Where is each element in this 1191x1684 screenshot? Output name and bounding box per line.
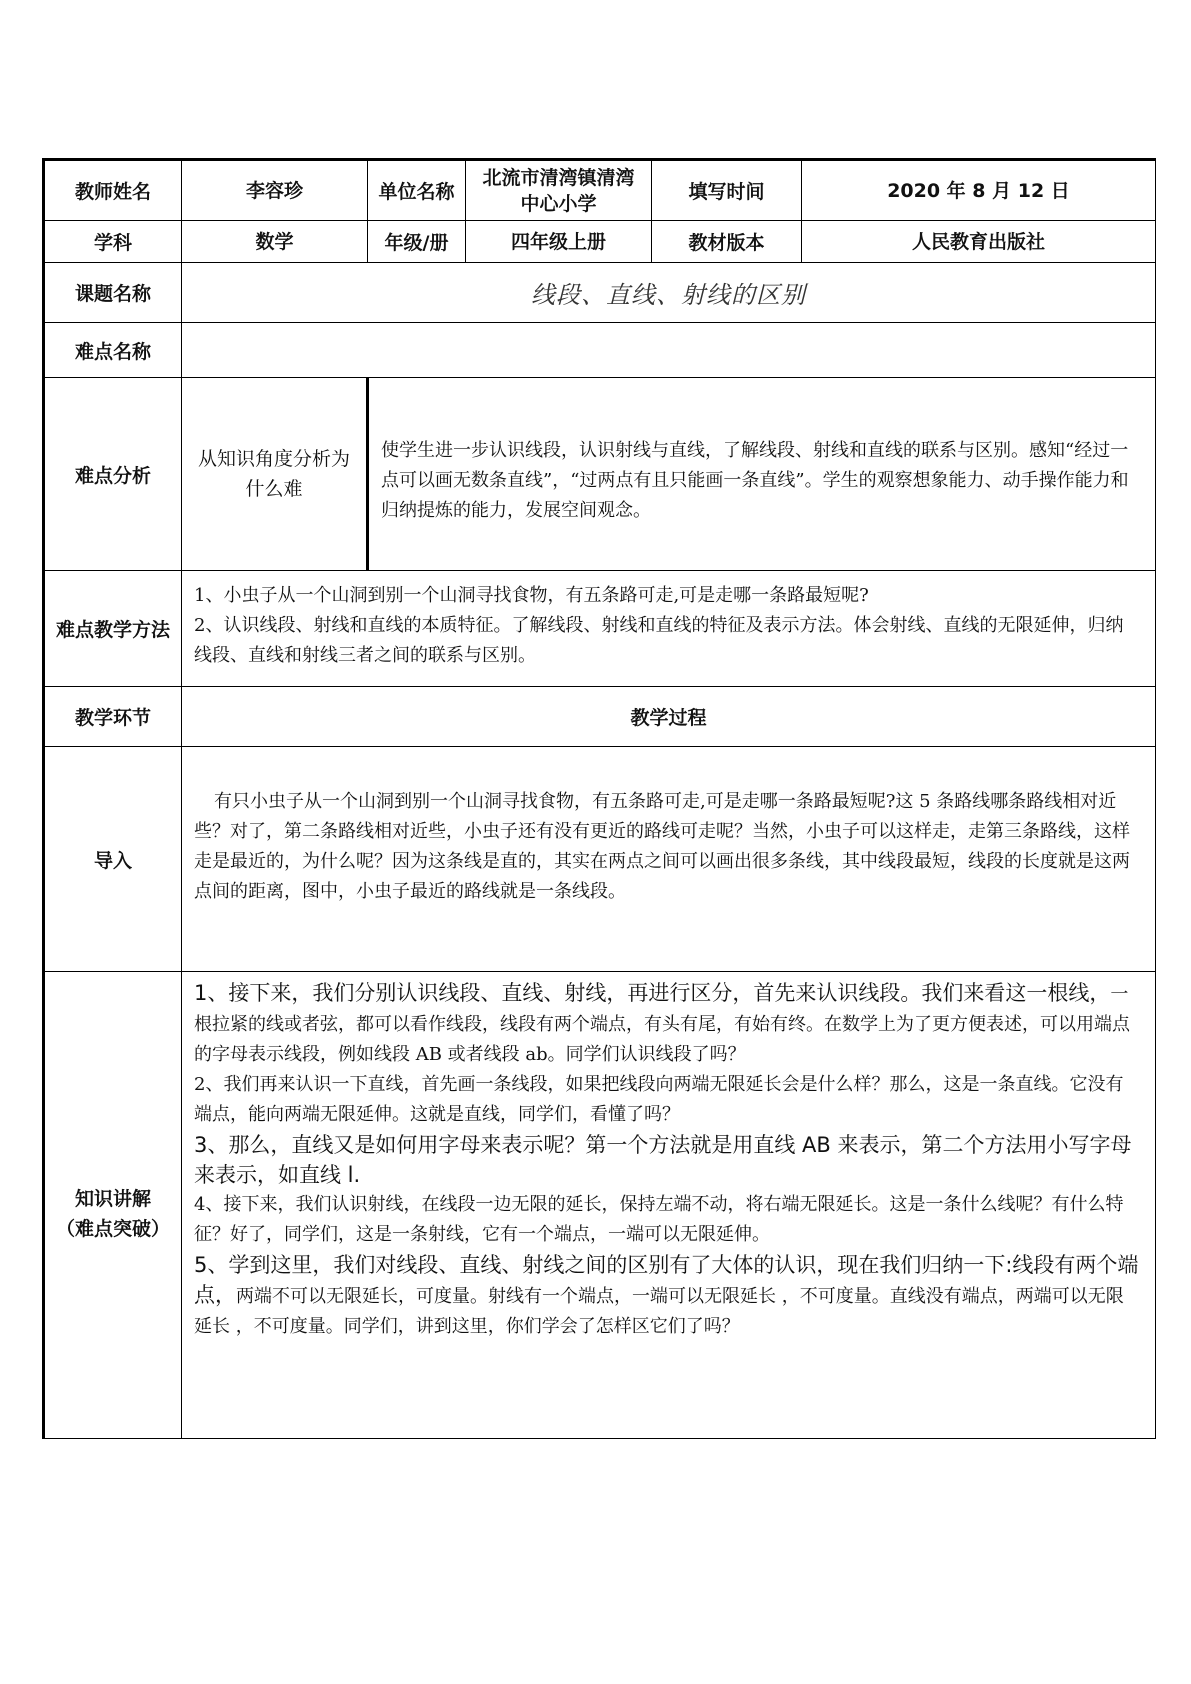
knowledge-paragraph-2: 2、我们再来认识一下直线，首先画一条线段，如果把线段向两端无限延长会是什么样？那么，这是一条直线。它没有端点，能向两端无限延伸。这就是直线，同学们，看懂了吗？ (194, 1074, 1124, 1125)
intro-row (44, 747, 1156, 972)
knowledge-paragraph-1 (194, 978, 1141, 1070)
grade-label: 年级/册 (368, 221, 466, 263)
process-title: 教学过程 (182, 687, 1156, 747)
knowledge-paragraph-3: 3、那么，直线又是如何用字母来表示呢？第一个方法就是用直线 AB 来表示，第二个方法用小写字母来表示，如直线 l. (194, 1133, 1132, 1187)
teacher-name-value: 李容珍 (182, 160, 368, 221)
knowledge-p1-rest: 一根拉紧的线或者弦，都可以看作线段，线段有两个端点，有头有尾，有始有终。在数学上为了更方便表述，可以用端点的字母表示线段，例如线段 AB 或者线段 ab。同学们认识线段了吗？ (194, 984, 1130, 1065)
knowledge-cell (182, 972, 1156, 1439)
subject-label: 学科 (44, 221, 182, 263)
difficulty-row (44, 323, 1156, 378)
fill-date-value: 2020 年 8 月 12 日 (802, 160, 1156, 221)
method-line-2: 2、认识线段、射线和直线的本质特征。了解线段、射线和直线的特征及表示方法。体会射线、直线的无限延伸，归纳线段、直线和射线三者之间的联系与区别。 (194, 615, 1124, 666)
header-row-1 (44, 160, 1156, 221)
analysis-cell (368, 378, 1156, 571)
knowledge-p5-rest: 两端不可以无限延长，可度量。射线有一个端点，一端可以无限延长 ，不可度量。直线没有端点，两端可以无限延长 ，不可度量。同学们，讲到这里，你们学会了怎样区它们了吗？ (194, 1286, 1124, 1337)
method-line-1: 1、小虫子从一个山洞到别一个山洞寻找食物，有五条路可走,可是走哪一条路最短呢? (194, 585, 869, 606)
knowledge-row (44, 972, 1156, 1439)
method-label: 难点教学方法 (44, 571, 182, 687)
teacher-name-label: 教师姓名 (44, 160, 182, 221)
subject-value: 数学 (182, 221, 368, 263)
analysis-row (44, 378, 1156, 571)
grade-value: 四年级上册 (466, 221, 652, 263)
difficulty-value (182, 323, 1156, 378)
header-row-2 (44, 221, 1156, 263)
knowledge-p5-lead: 5、学到这里，我们对线段、直线、射线之间的区别有了大体的认识，现在我们归纳一下:线段有两个端点， (194, 1253, 1139, 1307)
knowledge-label (44, 972, 182, 1439)
edition-label: 教材版本 (652, 221, 802, 263)
topic-row (44, 263, 1156, 323)
topic-title: 线段、直线、射线的区别 (182, 263, 1156, 323)
knowledge-p1-lead: 1、接下来，我们分别认识线段、直线、射线，再进行区分，首先来认识线段。我们来看这一根线， (194, 981, 1111, 1005)
intro-cell (182, 747, 1156, 972)
method-row (44, 571, 1156, 687)
knowledge-label-line-2: （难点突破） (55, 1218, 170, 1240)
knowledge-paragraph-4: 4、接下来，我们认识射线，在线段一边无限的延长，保持左端不动，将右端无限延长。这是一条什么线呢？有什么特征？好了，同学们，这是一条射线，它有一个端点，一端可以无限延伸。 (194, 1194, 1124, 1245)
analysis-sublabel: 从知识角度分析为什么难 (182, 378, 368, 571)
process-header-row (44, 687, 1156, 747)
analysis-label: 难点分析 (44, 378, 182, 571)
intro-label: 导入 (44, 747, 182, 972)
lesson-plan-table (42, 158, 1156, 1439)
fill-date-label: 填写时间 (652, 160, 802, 221)
knowledge-paragraph-5 (194, 1250, 1141, 1342)
unit-name-value: 北流市清湾镇清湾中心小学 (466, 160, 652, 221)
intro-text: 有只小虫子从一个山洞到别一个山洞寻找食物，有五条路可走,可是走哪一条路最短呢?这 5 条路线哪条路线相对近些？对了，第二条路线相对近些，小虫子还有没有更近的路线可走呢？当然，小虫子可以这样走，走第三条路线，这样走是最近的，为什么呢？因为这条线是直的，其实在两点之间可以画出很多条线，其中线段最短，线段的长度就是这两点间的距离，图中，小虫子最近的路线就是一条线段。 (194, 791, 1130, 902)
analysis-text: 使学生进一步认识线段，认识射线与直线，了解线段、射线和直线的联系与区别。感知“经过一点可以画无数条直线”，“过两点有且只能画一条直线”。学生的观察想象能力、动手操作能力和归纳提炼的能力，发展空间观念。 (381, 440, 1129, 521)
difficulty-label: 难点名称 (44, 323, 182, 378)
knowledge-label-line-1: 知识讲解 (74, 1188, 151, 1210)
edition-value: 人民教育出版社 (802, 221, 1156, 263)
method-cell (182, 571, 1156, 687)
process-step-label: 教学环节 (44, 687, 182, 747)
unit-name-label: 单位名称 (368, 160, 466, 221)
lesson-plan-document (42, 158, 1154, 1439)
topic-label: 课题名称 (44, 263, 182, 323)
